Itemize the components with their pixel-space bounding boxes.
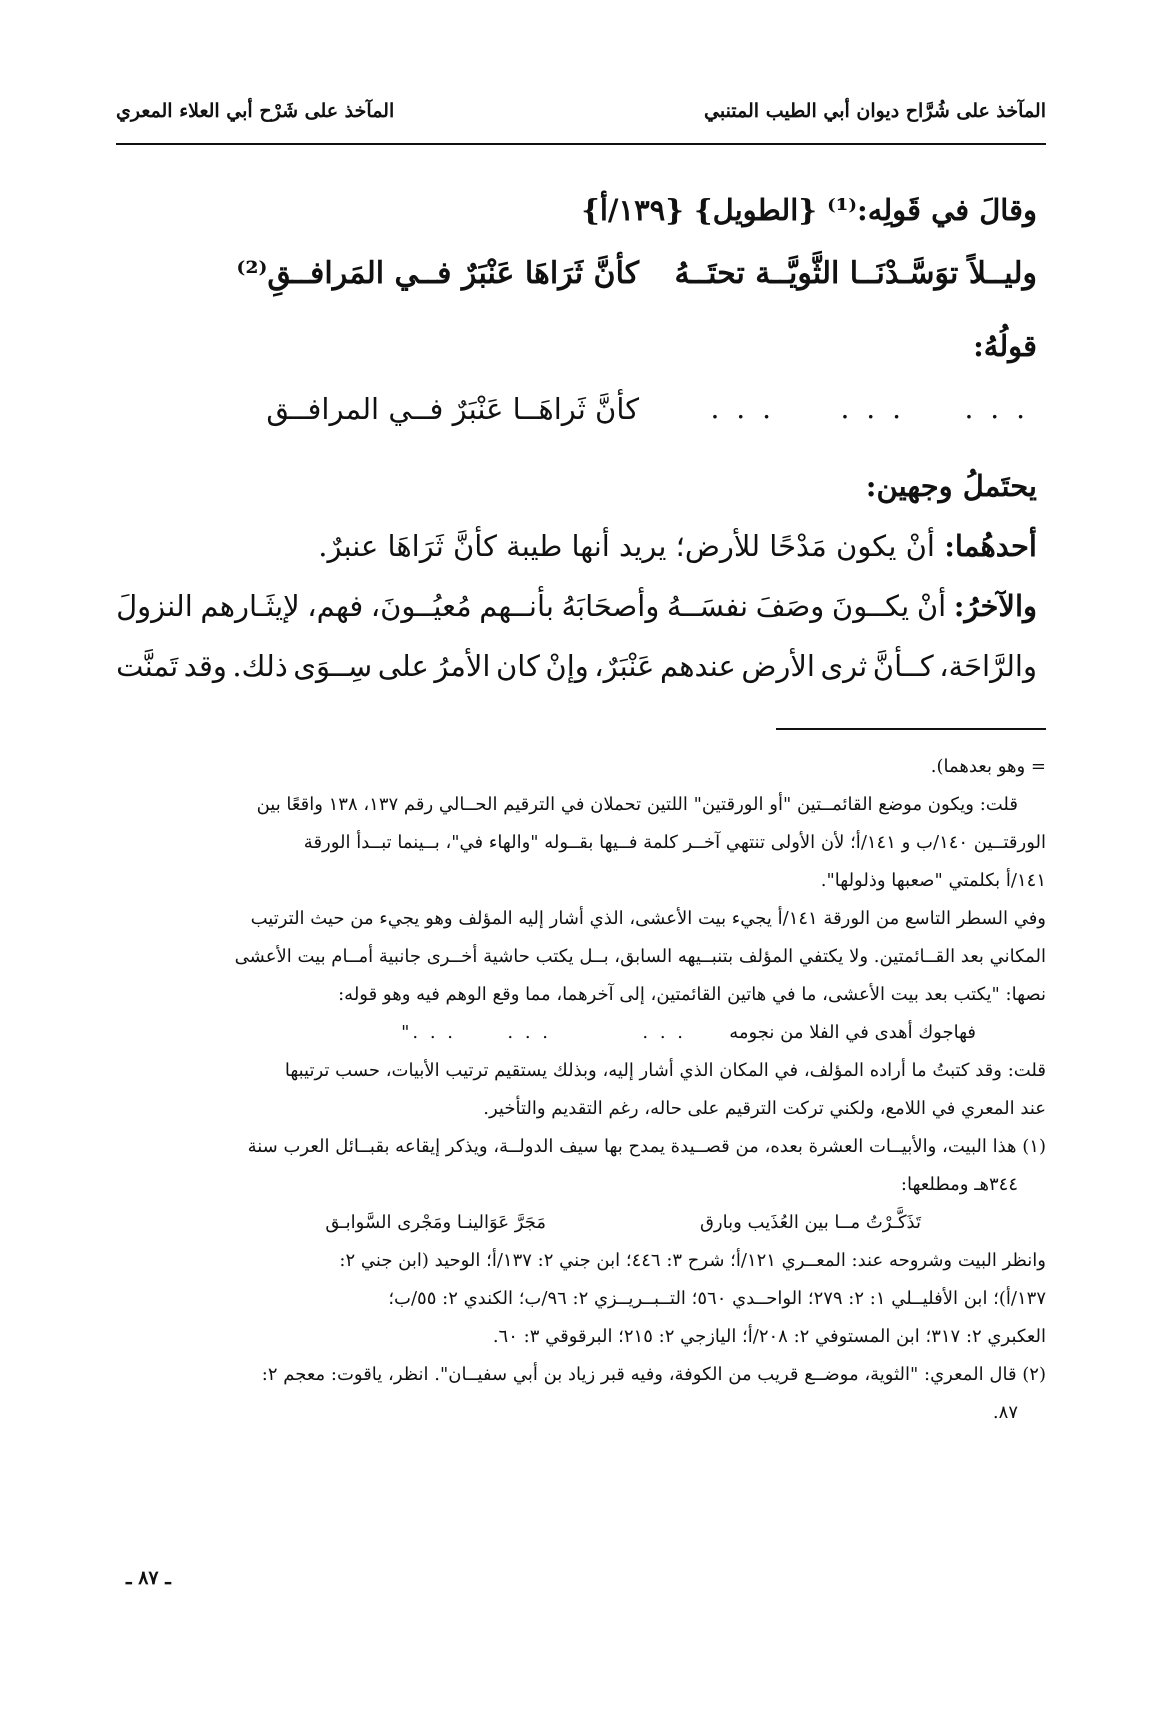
- body-word: عَنْبَرٌ،: [594, 649, 655, 683]
- footnote-1-verse-hemistich-1: تَذَكَّـرْتُ مــا بين العُذَيب وبارق: [699, 1212, 921, 1233]
- body-word: تَمنَّت: [116, 649, 179, 683]
- yahtamil-text: يحتَملُ وجهين:: [865, 469, 1037, 503]
- footnote-continuation: = وهو بعدهما).: [930, 756, 1046, 777]
- body-word: ثرى: [820, 649, 868, 683]
- body-word: النزولَ: [116, 589, 193, 623]
- body-word: فهم،: [307, 589, 364, 623]
- footnote-2-line-1: (٢) قال المعري: "الثوية، موضــع قريب من الكوفة، وفيه قبر زياد بن أبي سفيــان". انظر، ياقوت: معجم ٢:: [261, 1364, 1046, 1385]
- footnote-qult-2-line-2: عند المعري في اللامع، ولكني تركت الترقيم على حاله، رغم التقديم والتأخير.: [483, 1098, 1046, 1119]
- footnote-qult-2-line-1: قلت: وقد كتبتُ ما أراده المؤلف، في المكان الذي أشار إليه، وبذلك يستقيم ترتيب الأبيات، حسب ترتيبها: [284, 1060, 1046, 1081]
- footnote-1-line-3: وانظر البيت وشروحه عند: المعــري ١٢١/أ؛ شرح ٣: ٤٤٦؛ ابن جني ٢: ١٣٧/أ؛ الوحيد (ابن جني ٢:: [339, 1250, 1046, 1271]
- body-word: بأنــهم: [479, 589, 554, 623]
- footnote-1-line-2: ٣٤٤هـ ومطلعها:: [900, 1174, 1018, 1195]
- footnote-para-2-line-2: المكاني بعد القــائمتين. ولا يكتفي المؤلف بتنبــيهه السابق، بــل يكتب حاشية أخــرى جانبية أمــام بيت الأعشى: [234, 946, 1046, 967]
- footnote-1-verse-hemistich-2: مَجَرَّ عَوَالينـا ومَجْرى السَّوابـق: [325, 1212, 546, 1233]
- verse-1-hemistich-2: كأنَّ ثَرَاهَا عَنْبَرٌ فــي المَرافــقِ⁽²⁾: [236, 256, 639, 291]
- first-meaning-text: أنْ يكون مَدْحًا للأرض؛ يريد أنها طيبة كأنَّ ثَرَاهَا عنبرٌ.: [318, 529, 935, 563]
- main-text: [116, 190, 1037, 706]
- header-book-title: المآخذ على شُرَّاح ديوان أبي الطيب المتنبي: [704, 100, 1046, 122]
- ellipsis-3: . . .: [710, 392, 775, 425]
- body-word: الأرض: [741, 649, 815, 683]
- body-word: أنْ: [916, 589, 947, 623]
- body-word: والرَّاحَة،: [939, 649, 1037, 683]
- footnote-1-line-4: ١٣٧/أ)؛ ابن الأفليــلي ١: ٢: ٢٧٩؛ الواحــدي ٥٦٠؛ التــبــريــزي ٢: ٩٦/ب؛ الكندي ٢: ٥٥/ب؛: [388, 1288, 1046, 1309]
- footnote-para-2-line-3: نصها: "يكتب بعد بيت الأعشى، ما في هاتين القائمتين، إلى آخرهما، مما وقع الوهم فيه وهو قوله:: [338, 984, 1046, 1005]
- asha-verse-ellipsis-1: . . .: [642, 1022, 686, 1043]
- second-meaning-line-2: [116, 646, 1037, 686]
- body-word: وأصحَابَهُ: [561, 589, 660, 623]
- body-word: وقد: [183, 649, 227, 683]
- footnote-1-line-5: العكبري ٢: ٣١٧؛ ابن المستوفي ٢: ٢٠٨/أ؛ اليازجي ٢: ٢١٥؛ البرقوقي ٣: ٦٠.: [492, 1326, 1046, 1347]
- ellipsis-2: . . .: [840, 392, 905, 425]
- body-word: مُعيُــونَ،: [370, 589, 472, 623]
- intro-line: وقالَ في قَولِه:⁽¹⁾ {الطويل} {١٣٩/أ}: [581, 193, 1037, 227]
- body-word: كــأنَّ: [872, 649, 934, 683]
- footnote-2-line-2: ٨٧.: [992, 1402, 1018, 1423]
- footnotes: [116, 748, 1046, 1432]
- first-meaning-lead: أحدهُما:: [944, 529, 1037, 563]
- asha-verse-ellipsis-2: . . .: [507, 1022, 551, 1043]
- body-word: سِــوَى: [293, 649, 373, 683]
- second-meaning-line-1: [116, 586, 1037, 626]
- footnote-qult-1-line-1: قلت: ويكون موضع القائمــتين "أو الورقتين" اللتين تحملان في الترقيم الحــالي رقم ١٣٧، ١٣٨ واقعًا بين: [256, 794, 1018, 815]
- body-word: عندهم: [659, 649, 736, 683]
- body-word: والآخرُ:: [953, 589, 1037, 623]
- footnote-qult-1-line-2: الورقتــين ١٤٠/ب و ١٤١/أ؛ لأن الأولى تنتهي آخــر كلمة فــيها بقــوله "والهاء في"، بــينما تبــدأ الورقة: [303, 832, 1046, 853]
- header-rule: [116, 143, 1046, 145]
- running-header: [116, 100, 1046, 140]
- footnote-separator: [776, 728, 1046, 730]
- verse-2-hemistich-2: كأنَّ ثَراهَــا عَنْبَرٌ فــي المرافــق: [266, 392, 639, 426]
- footnote-para-2-line-1: وفي السطر التاسع من الورقة ١٤١/أ يجيء بيت الأعشى، الذي أشار إليه المؤلف وهو يجيء من حيث الترتيب: [250, 908, 1046, 929]
- footnote-qult-1-line-3: ١٤١/أ بكلمتي "صعبها وذلولها".: [820, 870, 1046, 891]
- first-meaning: [116, 526, 1037, 566]
- body-word: نفسَــهُ: [666, 589, 749, 623]
- body-word: على: [377, 649, 429, 683]
- body-word: لإيثَـارهم: [200, 589, 300, 623]
- page-number: ـ ٨٧ ـ: [126, 1567, 171, 1589]
- asha-verse-hemistich: فهاجوك أهدى في الفلا من نجومه: [729, 1022, 976, 1043]
- verse-1: [116, 256, 1037, 300]
- verse-2: [116, 392, 1037, 436]
- body-word: ذلك.: [232, 649, 288, 683]
- verse-1-hemistich-1: وليــلاً توَسَّـدْنَــا الثَّويَّــة تحتَــهُ: [674, 256, 1037, 291]
- ellipsis-1: . . .: [964, 392, 1029, 425]
- footnote-1-verse: [116, 1204, 1046, 1242]
- qawluhu-label: قولُهُ:: [973, 329, 1037, 363]
- body-word: كان: [495, 649, 540, 683]
- footnote-1-line-1: (١) هذا البيت، والأبيــات العشرة بعده، من قصــيدة يمدح بها سيف الدولــة، ويذكر إيقاعه بقبــائل العرب سنة: [247, 1136, 1046, 1157]
- footnote-asha-verse: [116, 1014, 1046, 1052]
- asha-verse-ellipsis-3: . . .": [401, 1022, 456, 1043]
- body-word: يكــونَ: [831, 589, 910, 623]
- body-word: الأمرُ: [434, 649, 491, 683]
- yahtamil-line: [116, 466, 1037, 506]
- body-word: وصَفَ: [755, 589, 825, 623]
- header-chapter-title: المآخذ على شَرْح أبي العلاء المعري: [116, 100, 395, 122]
- body-word: وإنْ: [545, 649, 589, 683]
